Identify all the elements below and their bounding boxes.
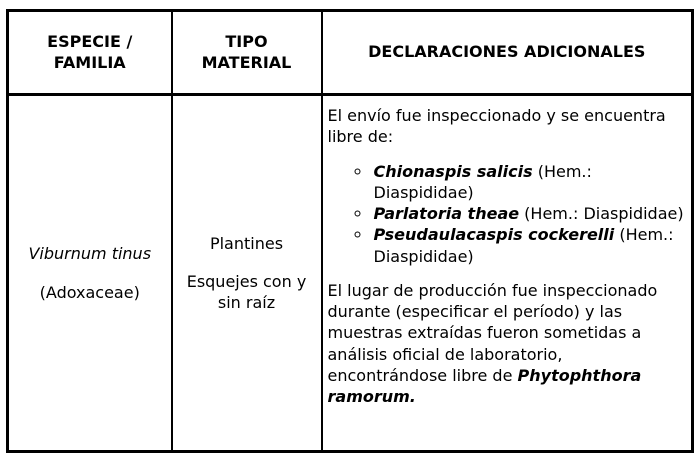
header-cell-tipo-material <box>172 11 322 95</box>
pest-detail: (Hem.: Diaspididae) <box>519 204 684 224</box>
cell-declaraciones <box>322 95 693 452</box>
pest-name: Parlatoria theae <box>373 204 520 224</box>
header-cell-especie-familia <box>8 11 172 95</box>
pest-name: Pseudaulacaspis cockerelli <box>373 225 615 245</box>
family-name: (Adoxaceae) <box>39 282 140 302</box>
pest-item <box>372 224 688 267</box>
header-row <box>8 11 693 95</box>
declaration-closing <box>328 280 688 408</box>
pest-name: Chionaspis salicis <box>373 161 533 181</box>
cell-especie-familia <box>8 95 172 452</box>
pest-list <box>328 161 688 267</box>
header-tipo-material-label: TIPO MATERIAL <box>201 31 292 72</box>
material-type-line1: Plantines <box>209 233 284 253</box>
pest-item <box>372 203 688 224</box>
pest-item <box>372 161 688 204</box>
declaration-intro: El envío fue inspeccionado y se encuentra libre de: <box>327 106 666 147</box>
phytosanitary-table <box>6 9 694 453</box>
species-name: Viburnum tinus <box>28 244 152 264</box>
data-row <box>8 95 693 452</box>
pest-detail: (Hem.: Diaspididae) <box>373 161 592 202</box>
closing-text: El lugar de producción fue inspeccionado durante (especificar el período) y las muestras extraídas fueron sometidas a análisis oficial de laboratorio, encontrándose libre de <box>327 280 658 385</box>
cell-tipo-material <box>172 95 322 452</box>
header-declaraciones-label: DECLARACIONES ADICIONALES <box>368 42 646 62</box>
pest-detail: (Hem.: Diaspididae) <box>373 225 674 266</box>
material-type-line2: Esquejes con y sin raíz <box>186 271 307 313</box>
closing-pathogen: Phytophthora ramorum. <box>327 365 642 407</box>
header-cell-declaraciones <box>322 11 693 95</box>
header-especie-familia-label: ESPECIE / FAMILIA <box>47 31 133 72</box>
